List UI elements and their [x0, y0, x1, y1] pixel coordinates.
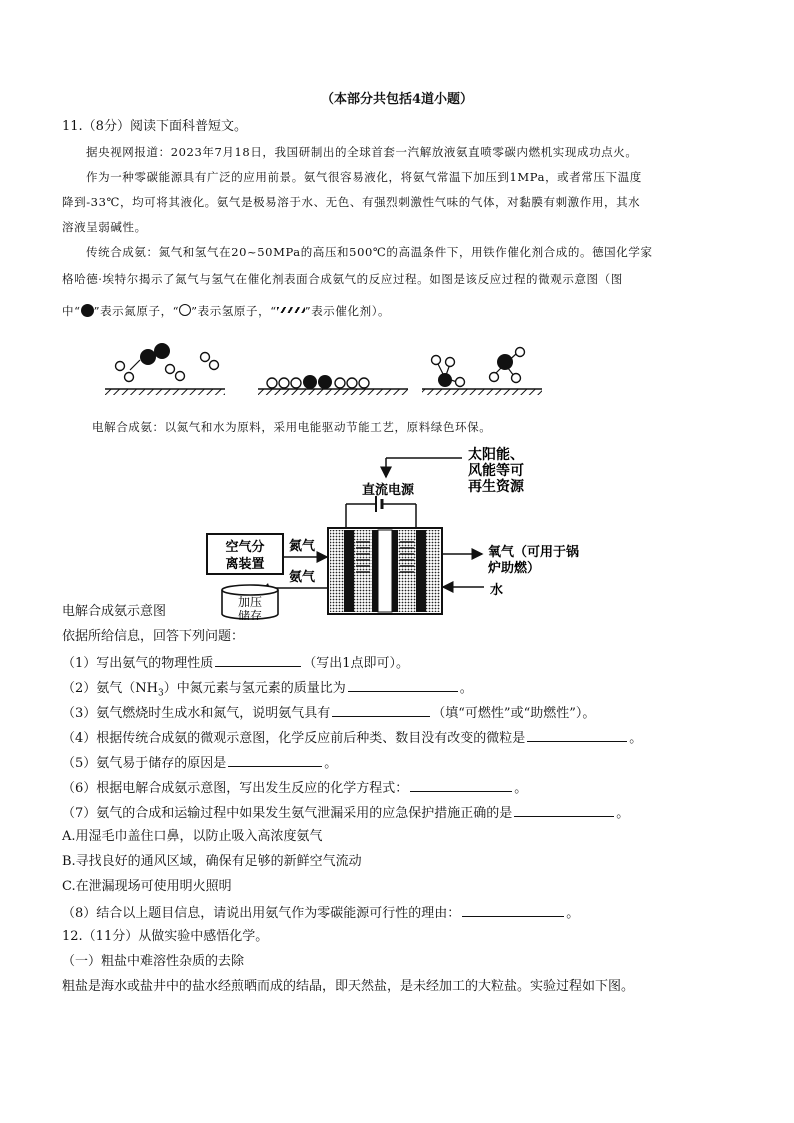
- question-text: 。: [566, 906, 580, 921]
- hydrogen-atom: [210, 361, 219, 370]
- hydrogen-atom: [116, 362, 125, 371]
- q11-heading: 11.（8分）阅读下面科普短文。: [62, 119, 247, 134]
- paragraph: 传统合成氨：氮气和氢气在20~50MPa的高压和500℃的高温条件下，用铁作催化剂合成的。德国化学家: [86, 245, 653, 259]
- nitrogen-atom: [140, 349, 156, 365]
- legend-text: ”表示氢原子，“: [191, 304, 277, 318]
- hydrogen-atom: [125, 373, 134, 382]
- stage-2: [258, 375, 408, 395]
- section-title: （本部分共包括4道小题）: [320, 92, 474, 107]
- question-text: 。: [629, 731, 643, 746]
- question-text: （填“可燃性”或“助燃性”）。: [432, 706, 596, 721]
- sub-question-1: [62, 653, 409, 673]
- reaction-micro-diagram: [100, 340, 550, 402]
- ammonia-molecule: [497, 354, 513, 370]
- figure-caption: 电解合成氨示意图: [62, 604, 167, 619]
- question-text: （写出1点即可）。: [303, 656, 410, 671]
- legend-line: [62, 302, 390, 320]
- paragraph: 作为一种零碳能源具有广泛的应用前景。氨气很容易液化，将氨气常温下加压到1MPa，或者常压下温度: [86, 170, 642, 184]
- sub-question-2: [62, 678, 473, 703]
- instruction: 依据所给信息，回答下列问题：: [62, 629, 245, 644]
- ammonia-molecule: [438, 373, 452, 387]
- renewable-label: 太阳能、: [468, 447, 524, 463]
- air-separation-label: 离装置: [225, 557, 265, 572]
- paragraph: 格哈德·埃特尔揭示了氮气与氢气在催化剂表面合成氨气的反应过程。如图是该反应过程的微观示意图（图: [62, 272, 623, 286]
- option-a: A.用湿毛巾盖住口鼻，以防止吸入高浓度氨气: [62, 829, 323, 844]
- hydrogen-atom: [166, 365, 175, 374]
- question-text: （6）根据电解合成氨示意图，写出发生反应的化学方程式：: [62, 781, 409, 796]
- sub-question-4: [62, 728, 642, 748]
- subscript: 3: [157, 688, 164, 699]
- sub-question-6: [62, 778, 527, 798]
- renewable-label: 风能等可: [468, 463, 524, 479]
- answer-blank[interactable]: [348, 678, 458, 692]
- option-b: B.寻找良好的通风区域，确保有足够的新鲜空气流动: [62, 854, 362, 869]
- electrolysis-diagram: [200, 442, 620, 620]
- answer-blank[interactable]: [332, 703, 430, 717]
- legend-text: ”表示氮原子，“: [93, 304, 180, 318]
- catalyst-surface: [422, 389, 542, 395]
- question-text: 。: [514, 781, 528, 796]
- q12-heading: 12.（11分）从做实验中感悟化学。: [62, 929, 269, 944]
- legend-text: 中“: [62, 304, 81, 318]
- stage-1: [105, 343, 225, 395]
- question-text: 。: [459, 681, 473, 696]
- option-c: C.在泄漏现场可使用明火照明: [62, 879, 232, 894]
- legend-text: ”表示催化剂）。: [304, 304, 391, 318]
- oxygen-label: 炉助燃）: [488, 561, 541, 576]
- catalyst-icon: [277, 307, 305, 313]
- answer-blank[interactable]: [410, 778, 512, 792]
- paragraph: 据央视网报道：2023年7月18日，我国研制出的全球首套一汽解放液氨直喷零碳内燃机实现成功点火。: [86, 145, 638, 159]
- air-separation-label: 空气分: [225, 540, 265, 555]
- question-text: ）中氮元素与氢元素的质量比为: [163, 681, 346, 696]
- water-label: 水: [490, 583, 504, 598]
- paragraph: 电解合成氨：以氮气和水为原料，采用电能驱动节能工艺，原料绿色环保。: [92, 420, 492, 434]
- question-text: （2）氨气（NH: [62, 681, 158, 696]
- answer-blank[interactable]: [527, 728, 627, 742]
- q12-text: 粗盐是海水或盐井中的盐水经煎晒而成的结晶，即天然盐，是未经加工的大粒盐。实验过程如下图。: [62, 979, 635, 994]
- question-text: （4）根据传统合成氨的微观示意图，化学反应前后种类、数目没有改变的微粒是: [62, 731, 526, 746]
- oxygen-label: 氧气（可用于锅: [488, 545, 580, 560]
- answer-blank[interactable]: [228, 753, 322, 767]
- question-text: （8）结合以上题目信息，请说出用氨气作为零碳能源可行性的理由：: [62, 906, 461, 921]
- storage-label: 加压: [237, 595, 263, 609]
- nitrogen-atom-icon: [81, 304, 94, 317]
- renewable-label: 再生资源: [468, 479, 524, 495]
- q12-part-title: （一）粗盐中难溶性杂质的去除: [62, 954, 245, 969]
- electrolytic-cell: [328, 528, 442, 614]
- answer-blank[interactable]: [215, 653, 301, 667]
- hydrogen-atom: [176, 372, 185, 381]
- nitrogen-atom: [154, 343, 170, 359]
- answer-blank[interactable]: [514, 803, 614, 817]
- question-text: （3）氨气燃烧时生成水和氮气，说明氨气具有: [62, 706, 331, 721]
- paragraph: 降到-33℃，均可将其液化。氨气是极易溶于水、无色、有强烈刺激性气味的气体，对黏膜有刺激作用，其水: [62, 195, 641, 209]
- sub-question-5: [62, 753, 337, 773]
- sub-question-3: [62, 703, 595, 723]
- catalyst-surface: [258, 389, 408, 395]
- nitrogen-label: 氮气: [289, 539, 316, 554]
- question-text: （5）氨气易于储存的原因是: [62, 756, 227, 771]
- catalyst-surface: [105, 389, 225, 395]
- paragraph: 溶液呈弱碱性。: [62, 220, 147, 234]
- sub-question-8: [62, 903, 579, 923]
- hydrogen-atom-icon: [179, 304, 191, 316]
- answer-blank[interactable]: [462, 903, 564, 917]
- storage-label: 储存: [237, 609, 263, 620]
- dc-power-label: 直流电源: [362, 483, 415, 498]
- question-text: （1）写出氨气的物理性质: [62, 656, 214, 671]
- sub-question-7: [62, 803, 629, 823]
- ammonia-label: 氨气: [289, 570, 316, 585]
- question-text: （7）氨气的合成和运输过程中如果发生氨气泄漏采用的应急保护措施正确的是: [62, 806, 513, 821]
- hydrogen-atom: [201, 353, 210, 362]
- question-text: 。: [616, 806, 630, 821]
- stage-3: [422, 348, 542, 396]
- question-text: 。: [324, 756, 338, 771]
